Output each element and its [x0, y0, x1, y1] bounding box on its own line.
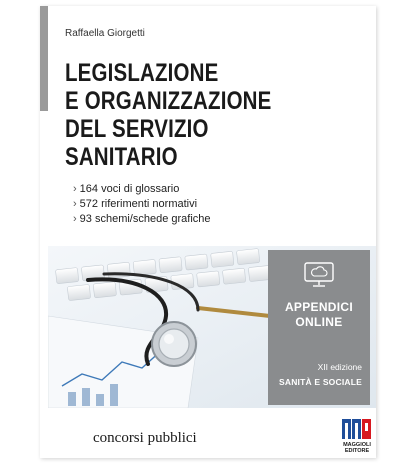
feature-item: [73, 182, 211, 197]
monitor-cloud-icon: [304, 262, 334, 288]
feature-list: [73, 182, 211, 227]
bullet-mark: ›: [73, 183, 77, 195]
title-line: LEGISLAZIONE: [65, 59, 219, 87]
author-name: Raffaella Giorgetti: [65, 28, 145, 39]
book-cover: [40, 6, 376, 458]
feature-item: [73, 212, 211, 227]
feature-text: 572 riferimenti normativi: [79, 198, 198, 210]
appendix-line-1: APPENDICI: [284, 300, 354, 314]
title-line: SANITARIO: [65, 143, 178, 171]
online-appendix-panel: [268, 250, 370, 405]
appendix-line-2: ONLINE: [295, 315, 343, 329]
collection-name: concorsi pubblici: [93, 430, 197, 446]
publisher-logo-line-2: EDITORE: [344, 448, 370, 453]
title-line: DEL SERVIZIO: [65, 115, 209, 143]
title-line: E ORGANIZZAZIONE: [65, 87, 272, 115]
bullet-mark: ›: [73, 213, 77, 225]
publisher-logo-line-1: MAGGIOLI: [343, 442, 371, 448]
feature-text: 93 schemi/schede grafiche: [79, 213, 211, 225]
spine-accent-bar: [40, 6, 48, 111]
edition-label: XII edizione: [317, 362, 362, 372]
appendix-label: [268, 300, 370, 330]
feature-text: 164 voci di glossario: [79, 183, 180, 195]
series-name: SANITÀ E SOCIALE: [278, 377, 362, 387]
publisher-logo: [342, 419, 372, 453]
bullet-mark: ›: [73, 198, 77, 210]
book-title: [65, 59, 311, 171]
feature-item: [73, 197, 211, 212]
